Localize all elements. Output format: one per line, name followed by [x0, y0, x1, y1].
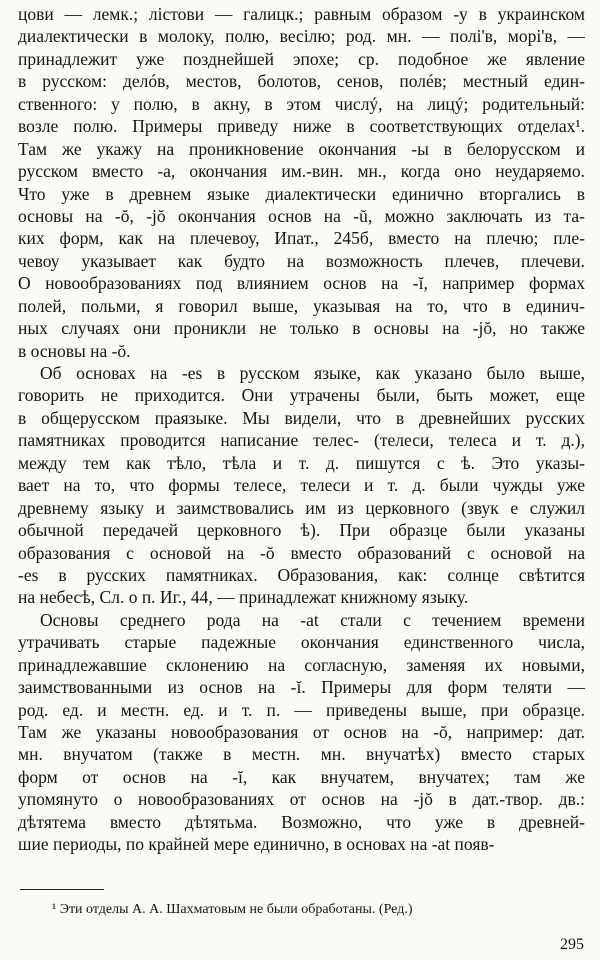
text-line: в основы на -ŏ. — [18, 340, 131, 361]
text-line: образования с основой на -ŏ вместо образований с основой на — [18, 542, 585, 563]
text-line: русском вместо -а, окончания им.-вин. мн., когда оно неударяемо. — [18, 161, 585, 182]
text-line: основы на -ŏ, -jŏ окончания основ на -ŭ, можно заключать из та- — [18, 205, 585, 226]
text-line: цови — лемк.; лістови — галицк.; равным образом -у в украинском — [18, 4, 585, 24]
text-line: вает на то, что формы телесе, телеси и т. д. были чужды уже — [18, 475, 585, 496]
text-line: в русском: делóв, местов, болотов, сенов, полéв; местный един- — [18, 71, 585, 92]
text-line-indented: Основы среднего рода на -at стали с течением времени — [40, 609, 585, 630]
page-number: 295 — [560, 936, 584, 953]
footnote-divider — [20, 889, 104, 890]
text-line: принадлежит уже позднейшей эпохе; ср. подобное же явление — [18, 48, 585, 69]
text-line: заимствованными из основ на -ĭ. Примеры для форм теляти — — [18, 677, 585, 698]
paragraph-2 — [18, 362, 585, 609]
paragraph-1 — [18, 3, 585, 362]
text-line: полей, польми, я говорил выше, указывая на то, что в единич- — [18, 295, 585, 316]
text-line: ных случаях они проникли не только в основы на -jŏ, но также — [18, 318, 585, 339]
text-line: памятниках проводится написание телес- (телеси, телеса и т. д.), — [18, 430, 585, 451]
text-line: О новообразованиях под влиянием основ на -ĭ, например формах — [18, 273, 585, 294]
text-line: древнему языку и заимствовались им из церковного (звук е служил — [18, 497, 585, 518]
text-line: упомянуто о новообразованиях от основ на -jŏ в дат.-твор. дв.: — [18, 789, 585, 810]
text-line: шие периоды, по крайней мере единично, в основах на -at появ- — [18, 834, 495, 855]
text-line-indented: Об основах на -es в русском языке, как указано было выше, — [40, 363, 585, 383]
text-line: на небесѣ, Сл. о п. Иг., 44, — принадлежат книжному языку. — [18, 587, 469, 608]
text-line: принадлежавшие склонению на согласную, заменяя их новыми, — [18, 654, 585, 675]
text-line: утрачивать старые падежные окончания единственного числа, — [18, 632, 585, 653]
text-line: в общерусском праязыке. Мы видели, что в древнейших русских — [18, 407, 585, 428]
text-line: род. ед. и местн. ед. и т. п. — приведены выше, при образце. — [18, 699, 585, 720]
text-line: возле полю. Примеры приведу ниже в соответствующих отделах¹. — [18, 116, 585, 137]
text-line: дѣтятема вместо дѣтятьма. Возможно, что уже в древней- — [18, 811, 585, 832]
text-line: говорить не приходится. Они утрачены были, быть может, еще — [18, 385, 585, 406]
text-line: форм от основ на -ĭ, как внучатем, внучатех; там же — [18, 766, 585, 787]
text-line: между тем как тѣло, тѣла и т. д. пишутся с ѣ. Это указы- — [18, 452, 585, 473]
paragraph-3 — [18, 609, 585, 856]
text-line: Что уже в древнем языке диалектически единично вторгались в — [18, 183, 585, 204]
main-text — [18, 3, 585, 856]
text-line: диалектически в молоку, полю, весілю; род. мн. — полі'в, морі'в, — — [18, 26, 585, 47]
text-line: обычной передачей церковного ѣ). При образце были указаны — [18, 520, 585, 541]
text-line: чевоу указывает как будто на возможность плечев, плечеви. — [18, 250, 585, 271]
text-line: Там же укажу на проникновение окончания -ы в белорусском и — [18, 138, 585, 159]
text-line: Там же указаны новообразования от основ на -ŏ, например: дат. — [18, 722, 585, 742]
text-line: -es в русских памятниках. Образования, как: солнце свѣтится — [18, 564, 585, 585]
text-line: ких форм, как на плечевоу, Ипат., 245б, вместо на плечю; пле- — [18, 228, 585, 249]
text-line: ственного: у полю, в акну, в этом числý, на лицý; родительный: — [18, 93, 585, 114]
footnote: ¹ Эти отделы А. А. Шахматовым не были обработаны. (Ред.) — [52, 902, 413, 917]
text-line: мн. внучатом (также в местн. мн. внучатѣх) вместо старых — [18, 744, 585, 765]
